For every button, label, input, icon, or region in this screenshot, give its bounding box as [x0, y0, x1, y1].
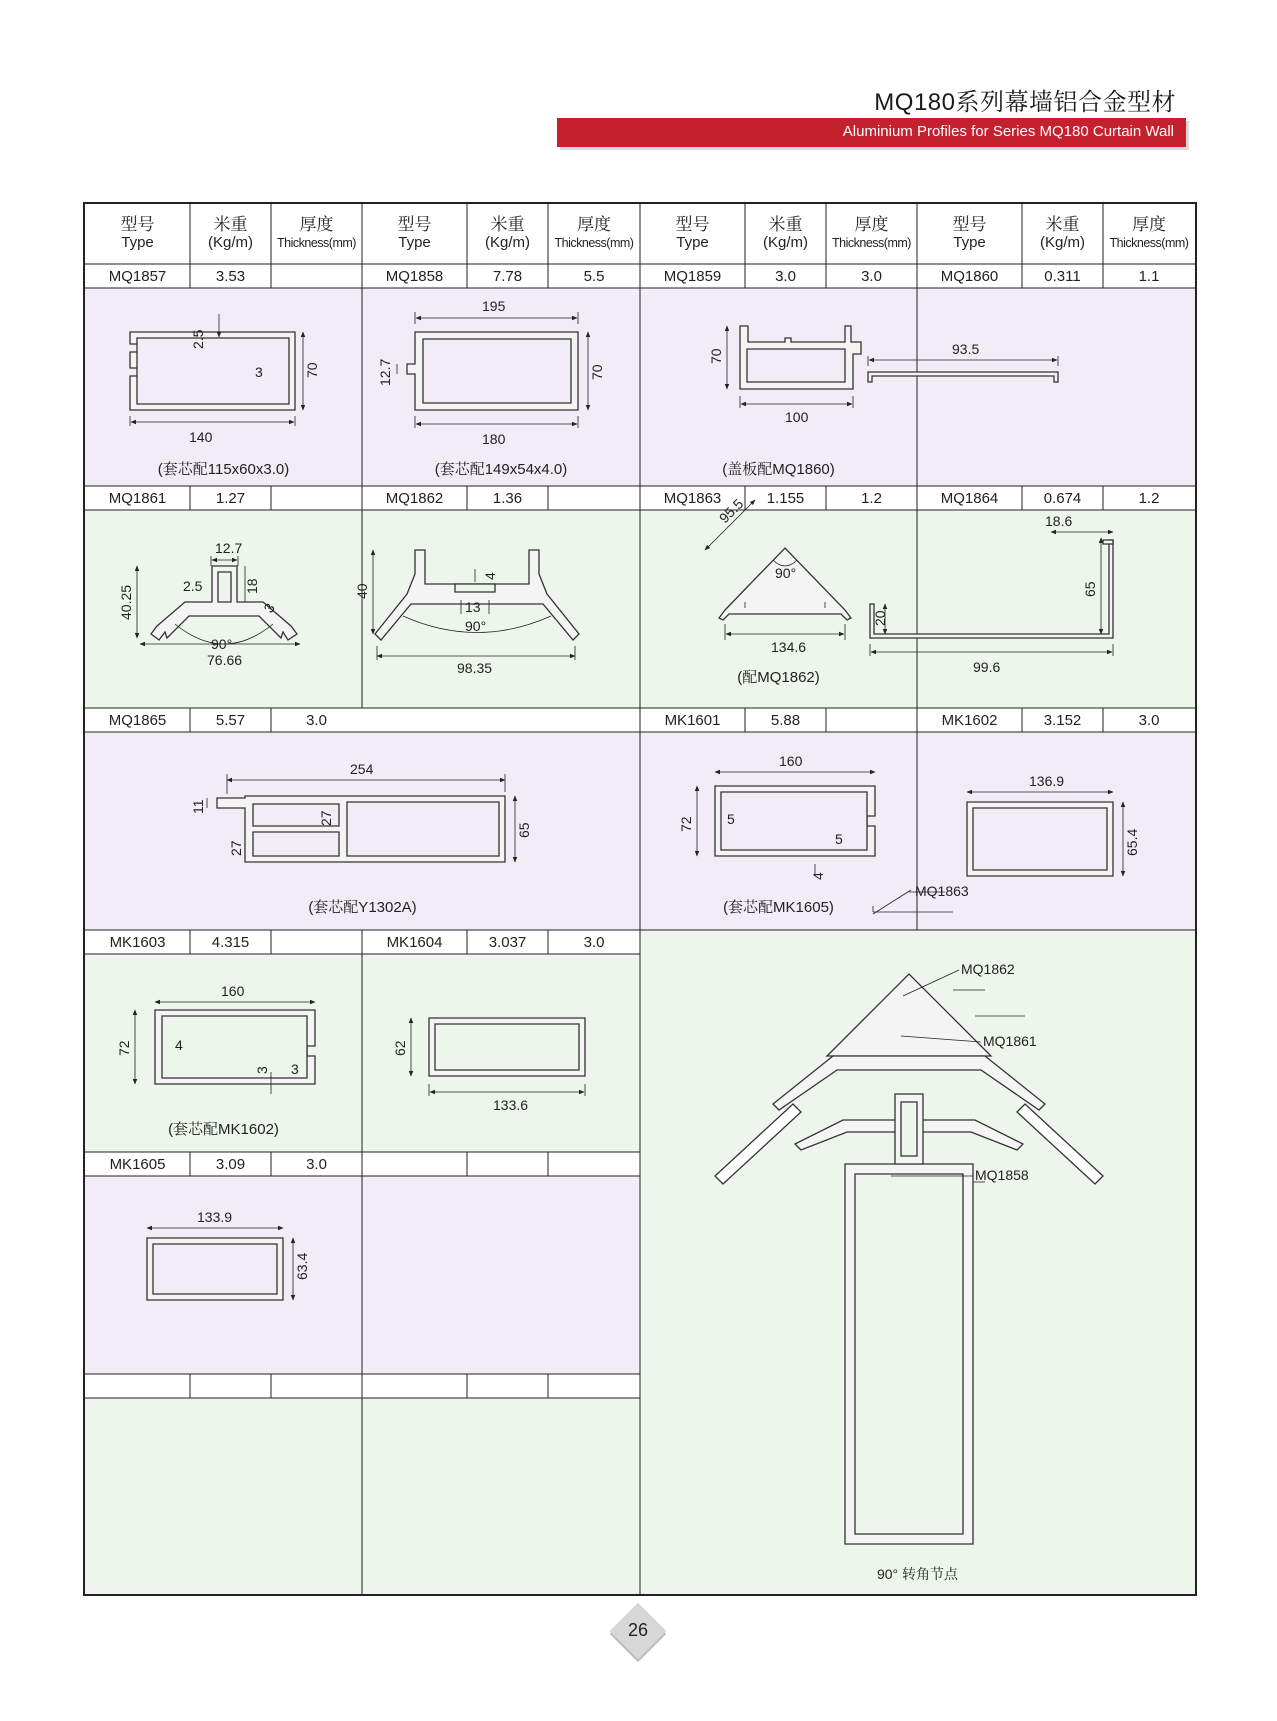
hdr-type-en-4: Type	[953, 234, 986, 251]
mq1857-dim-70: 70	[304, 362, 320, 378]
mq1863-dim-134-6: 134.6	[771, 639, 807, 655]
cell-type: MQ1858	[385, 268, 444, 285]
cell-type: MQ1861	[108, 490, 167, 507]
mq1865-dim-27-top: 27	[318, 810, 334, 826]
note-mq1857: (套芯配115x60x3.0)	[157, 461, 290, 478]
cell-type: MQ1859	[663, 268, 722, 285]
mq1861-dim-40-25: 40.25	[118, 584, 134, 620]
mq1865-dim-27-bottom: 27	[228, 840, 244, 856]
cell-type: MQ1863	[663, 490, 722, 507]
profile-mq1858	[407, 332, 578, 410]
mk1601-dim-160: 160	[779, 753, 803, 769]
cell-weight: 3.53	[215, 268, 246, 285]
profile-table	[83, 202, 1197, 1596]
mq1858-dim-70: 70	[589, 364, 605, 380]
profile-mk1601	[715, 786, 875, 856]
profile-mq1865	[217, 796, 505, 862]
cell-type: MQ1862	[385, 490, 444, 507]
mq1861-dim-76-66: 76.66	[207, 652, 243, 668]
profile-mq1857	[130, 332, 295, 410]
assembly-label-mq1858: MQ1858	[975, 1167, 1029, 1183]
hdr-thickness-cn-1: 厚度	[299, 215, 334, 234]
hdr-thickness-en-4: Thickness(mm)	[1109, 236, 1189, 250]
hdr-type-cn-2: 型号	[397, 215, 432, 234]
cell-thickness: 1.2	[1138, 490, 1160, 507]
title-banner	[557, 118, 1186, 147]
cell-type: MQ1864	[940, 490, 999, 507]
note-mq1863: (配MQ1862)	[737, 669, 820, 686]
hdr-weight-en-1: (Kg/m)	[208, 234, 253, 251]
hdr-weight-cn-2: 米重	[490, 215, 525, 234]
cell-weight: 4.315	[211, 934, 250, 951]
mq1862-dim-4: 4	[482, 572, 498, 580]
mk1601-dim-5-right: 5	[835, 831, 843, 847]
hdr-weight-en-3: (Kg/m)	[763, 234, 808, 251]
hdr-thickness-en-1: Thickness(mm)	[277, 236, 356, 250]
cell-thickness: 3.0	[306, 712, 327, 729]
profile-mk1604	[429, 1018, 585, 1076]
profile-mk1602	[967, 802, 1113, 876]
mq1862-dim-98-35: 98.35	[457, 660, 493, 676]
note-mk1601: (套芯配MK1605)	[723, 899, 834, 916]
mq1861-dim-90deg: 90°	[211, 636, 233, 652]
hdr-thickness-cn-4: 厚度	[1132, 215, 1166, 234]
hdr-type-en-1: Type	[121, 234, 154, 251]
hdr-type-en-2: Type	[398, 234, 431, 251]
hdr-thickness-cn-2: 厚度	[577, 215, 611, 234]
note-mq1865: (套芯配Y1302A)	[308, 899, 417, 916]
mq1858-dim-180: 180	[482, 431, 506, 447]
cell-weight: 7.78	[492, 268, 523, 285]
cell-weight: 3.0	[775, 268, 796, 285]
mq1864-dim-20: 20	[872, 610, 888, 626]
cell-type: MK1601	[664, 712, 721, 729]
cell-thickness: 5.5	[583, 268, 605, 285]
cell-type: MK1605	[109, 1156, 166, 1173]
mq1864-dim-65: 65	[1082, 581, 1098, 597]
mq1857-dim-2-5: 2.5	[190, 329, 206, 349]
assembly-label-mq1861: MQ1861	[983, 1033, 1037, 1049]
mk1601-dim-4: 4	[810, 872, 826, 880]
page-title-en: Aluminium Profiles for Series MQ180 Curtain Wall	[842, 123, 1174, 140]
hdr-type-cn-3: 型号	[675, 215, 710, 234]
mq1865-dim-11: 11	[190, 799, 206, 814]
cell-thickness: 1.1	[1138, 268, 1160, 285]
mq1862-dim-40: 40	[354, 583, 370, 599]
mq1857-dim-140: 140	[189, 429, 213, 445]
mq1864-dim-99-6: 99.6	[973, 659, 1001, 675]
mq1864-dim-18-6: 18.6	[1045, 513, 1073, 529]
assembly-label-mq1863: MQ1863	[915, 883, 969, 899]
profile-mk1605	[147, 1238, 283, 1300]
cell-type: MK1603	[109, 934, 166, 951]
cell-weight: 3.152	[1043, 712, 1082, 729]
hdr-type-en-3: Type	[676, 234, 709, 251]
hdr-type-cn-1: 型号	[120, 215, 155, 234]
cell-thickness: 3.0	[306, 1156, 327, 1173]
cell-weight: 1.36	[492, 490, 523, 507]
cell-type: MQ1865	[108, 712, 167, 729]
mk1603-dim-3-right: 3	[291, 1061, 299, 1077]
note-mq1858: (套芯配149x54x4.0)	[434, 461, 568, 478]
hdr-weight-cn-4: 米重	[1045, 215, 1080, 234]
mq1863-dim-95-5: 95.5	[715, 495, 747, 527]
mk1603-dim-72: 72	[116, 1040, 132, 1056]
cell-weight: 0.674	[1043, 490, 1082, 507]
cell-weight: 3.09	[215, 1156, 246, 1173]
mk1604-dim-62: 62	[392, 1040, 408, 1056]
cell-thickness: 3.0	[861, 268, 882, 285]
mk1601-dim-5-left: 5	[727, 811, 735, 827]
mq1863-dim-90deg: 90°	[775, 565, 797, 581]
mq1859-dim-100: 100	[785, 409, 809, 425]
mk1604-dim-133-6: 133.6	[493, 1097, 529, 1113]
cell-weight: 5.57	[215, 712, 246, 729]
cell-type: MQ1857	[108, 268, 167, 285]
mk1602-dim-136-9: 136.9	[1029, 773, 1065, 789]
cell-type: MK1602	[941, 712, 998, 729]
cell-thickness: 1.2	[861, 490, 882, 507]
mq1859-dim-70: 70	[708, 348, 724, 364]
assembly-caption: 90° 转角节点	[876, 1566, 959, 1582]
mq1861-dim-18: 18	[244, 578, 260, 594]
cell-weight: 0.311	[1044, 268, 1081, 285]
hdr-weight-en-2: (Kg/m)	[485, 234, 530, 251]
mk1603-dim-3-inner: 3	[254, 1066, 270, 1074]
cell-weight: 3.037	[488, 934, 527, 951]
cell-thickness: 3.0	[1138, 712, 1160, 729]
mq1858-dim-12-7: 12.7	[377, 358, 393, 386]
hdr-thickness-en-2: Thickness(mm)	[554, 236, 634, 250]
page-number: 26	[627, 1620, 649, 1640]
mk1603-dim-160: 160	[221, 983, 245, 999]
mk1605-dim-63-4: 63.4	[294, 1252, 310, 1280]
cell-thickness: 3.0	[583, 934, 605, 951]
note-mq1859: (盖板配MQ1860)	[722, 461, 835, 478]
mq1858-dim-195: 195	[482, 298, 506, 314]
cell-weight: 1.27	[215, 490, 246, 507]
hdr-weight-cn-1: 米重	[213, 215, 248, 234]
assembly-label-mq1862: MQ1862	[961, 961, 1015, 977]
hdr-weight-en-4: (Kg/m)	[1040, 234, 1085, 251]
mq1862-dim-90deg: 90°	[465, 618, 487, 634]
note-mk1603: (套芯配MK1602)	[168, 1121, 279, 1138]
cell-type: MQ1860	[940, 268, 999, 285]
mq1857-dim-3: 3	[255, 364, 263, 380]
hdr-thickness-en-3: Thickness(mm)	[832, 236, 911, 250]
page-title-cn: MQ180系列幕墙铝合金型材	[874, 89, 1176, 116]
hdr-thickness-cn-3: 厚度	[854, 215, 889, 234]
mk1602-dim-65-4: 65.4	[1124, 828, 1140, 856]
cell-weight: 1.155	[766, 490, 805, 507]
mq1861-dim-2-5: 2.5	[183, 578, 203, 594]
cell-weight: 5.88	[770, 712, 801, 729]
hdr-type-cn-4: 型号	[952, 215, 987, 234]
mq1861-dim-3: 3	[260, 600, 278, 616]
mq1865-dim-254: 254	[350, 761, 374, 777]
mq1865-dim-65: 65	[516, 822, 532, 838]
page-number-badge	[612, 1605, 664, 1657]
mq1861-dim-12-7: 12.7	[215, 540, 243, 556]
mq1860-dim-93-5: 93.5	[952, 341, 980, 357]
mk1601-dim-72: 72	[678, 816, 694, 832]
cell-type: MK1604	[386, 934, 443, 951]
mk1603-dim-4: 4	[175, 1037, 183, 1053]
mq1862-dim-13: 13	[465, 599, 481, 615]
hdr-weight-cn-3: 米重	[768, 215, 803, 234]
mk1605-dim-133-9: 133.9	[197, 1209, 233, 1225]
